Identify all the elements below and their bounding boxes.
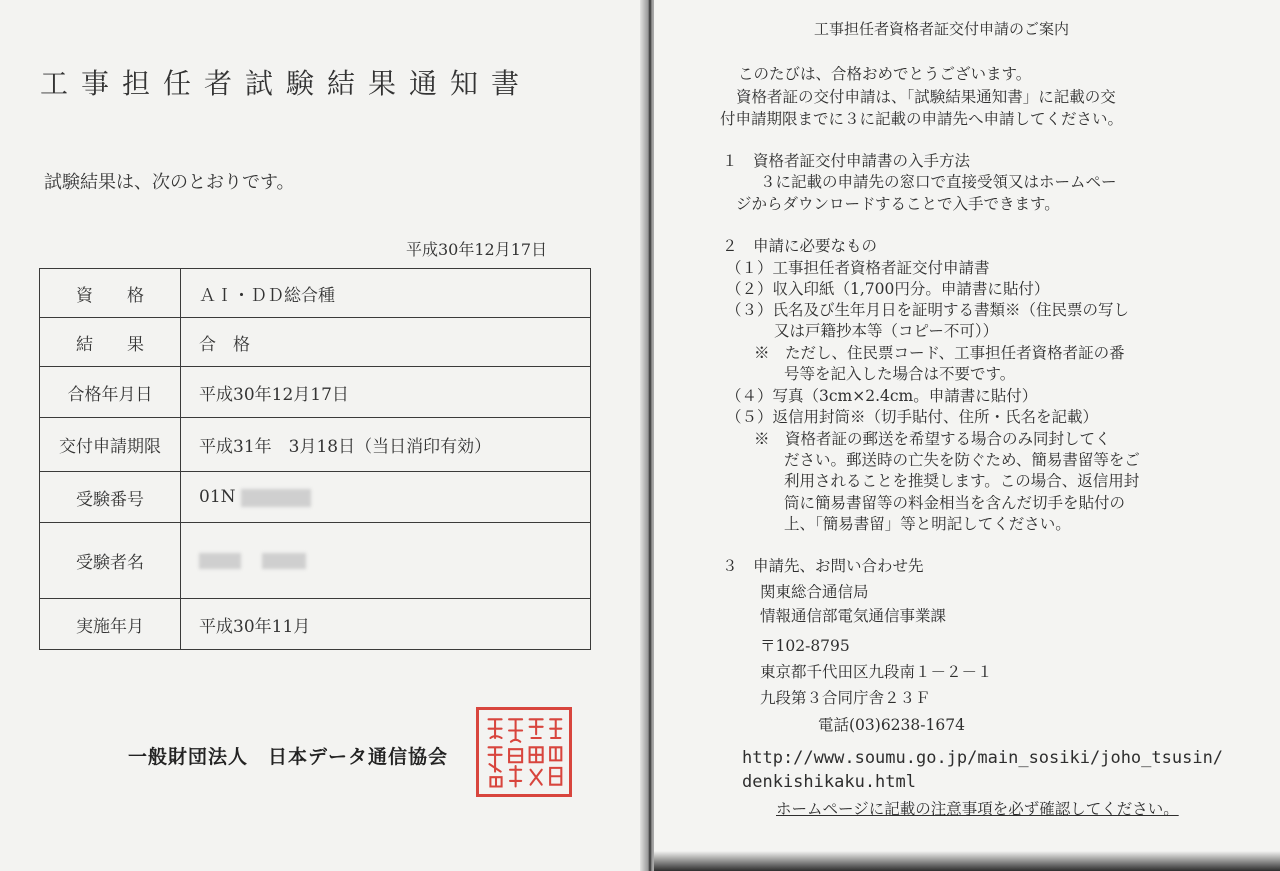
table-row [40, 523, 591, 599]
table-row [40, 318, 591, 367]
row-label: 受験番号 [40, 472, 181, 523]
table-row [40, 599, 591, 650]
table-row [40, 367, 591, 418]
row-value: 合 格 [181, 318, 591, 367]
official-seal-icon [476, 707, 572, 797]
row-value: 平成30年11月 [181, 599, 591, 650]
exam-number-prefix: 01N [199, 487, 236, 507]
intro-text: 試験結果は、次のとおりです。 [44, 172, 295, 193]
section-text: ３に記載の申請先の窓口で直接受領又はホームペー [760, 173, 1117, 191]
list-item: （４）写真（3cm×2.4cm。申請書に貼付） [726, 387, 1038, 405]
contact-address: 東京都千代田区九段南１－２－１ [760, 663, 993, 681]
contact-building: 九段第３合同庁舎２３Ｆ [760, 689, 931, 707]
section-text: ジからダウンロードすることで入手できます。 [736, 195, 1060, 213]
section-heading: ２ 申請に必要なもの [722, 237, 878, 255]
table-row [40, 472, 591, 523]
list-item: （３）氏名及び生年月日を証明する書類※（住民票の写し [726, 301, 1130, 319]
homepage-note: ホームページに記載の注意事項を必ず確認してください。 [776, 800, 1179, 818]
right-page [654, 0, 1280, 871]
contact-postcode: 〒102-8795 [760, 637, 850, 655]
list-item: （５）返信用封筒※（切手貼付、住所・氏名を記載） [726, 408, 1099, 426]
contact-office: 関東総合通信局 [760, 583, 869, 601]
contact-division: 情報通信部電気通信事業課 [760, 607, 947, 625]
row-value: 平成31年 3月18日（当日消印有効） [181, 418, 591, 472]
contact-phone: 電話(03)6238-1674 [818, 716, 965, 734]
issue-date: 平成30年12月17日 [406, 240, 548, 259]
notice-title: 工事担任者資格者証交付申請のご案内 [814, 20, 1070, 38]
greeting-line: このたびは、合格おめでとうございます。 [738, 65, 1032, 83]
list-note: ※ ただし、住民票コード、工事担任者資格者証の番 [754, 344, 1125, 362]
list-note: ※ 資格者証の郵送を希望する場合のみ同封してく [754, 430, 1111, 448]
list-item: （１）工事担任者資格者証交付申請書 [726, 259, 990, 277]
table-row [40, 269, 591, 318]
list-item: （２）収入印紙（1,700円分。申請書に貼付） [726, 280, 1050, 298]
row-label: 合格年月日 [40, 367, 181, 418]
list-note-cont: 筒に簡易書留等の料金相当を含んだ切手を貼付の [784, 494, 1126, 512]
examinee-name-cell [181, 523, 591, 599]
row-value: ＡＩ・ＤＤ総合種 [181, 269, 591, 318]
list-note-cont: 上、「簡易書留」等と明記してください。 [784, 515, 1071, 533]
list-note-cont: 利用されることを推奨します。この場合、返信用封 [784, 472, 1140, 490]
section-heading: ３ 申請先、お問い合わせ先 [722, 557, 924, 575]
list-note-cont: 号等を記入した場合は不要です。 [784, 365, 1016, 383]
instruction-line: 資格者証の交付申請は、「試験結果通知書」に記載の交 [736, 88, 1116, 106]
result-table [39, 268, 591, 650]
homepage-url-line1[interactable]: http://www.soumu.go.jp/main_sosiki/joho_tsusin/ [742, 748, 1224, 768]
row-label: 資 格 [40, 269, 181, 318]
row-label: 結 果 [40, 318, 181, 367]
redacted-block [199, 553, 241, 569]
table-row [40, 418, 591, 472]
section-heading: １ 資格者証交付申請書の入手方法 [722, 152, 971, 170]
organization-name: 一般財団法人 日本データ通信協会 [128, 746, 449, 768]
homepage-url-line2[interactable]: denkishikaku.html [742, 772, 916, 792]
list-item-cont: 又は戸籍抄本等（コピー不可）） [774, 322, 999, 340]
redacted-block [262, 553, 306, 569]
row-value: 平成30年12月17日 [181, 367, 591, 418]
row-label: 交付申請期限 [40, 418, 181, 472]
row-label: 受験者名 [40, 523, 181, 599]
instruction-line: 付申請期限までに３に記載の申請先へ申請してください。 [720, 110, 1124, 128]
redacted-block [241, 489, 311, 507]
list-note-cont: ださい。郵送時の亡失を防ぐため、簡易書留等をご [784, 451, 1140, 469]
row-label: 実施年月 [40, 599, 181, 650]
exam-number-cell [181, 472, 591, 523]
document-title: 工事担任者試験結果通知書 [40, 67, 533, 100]
